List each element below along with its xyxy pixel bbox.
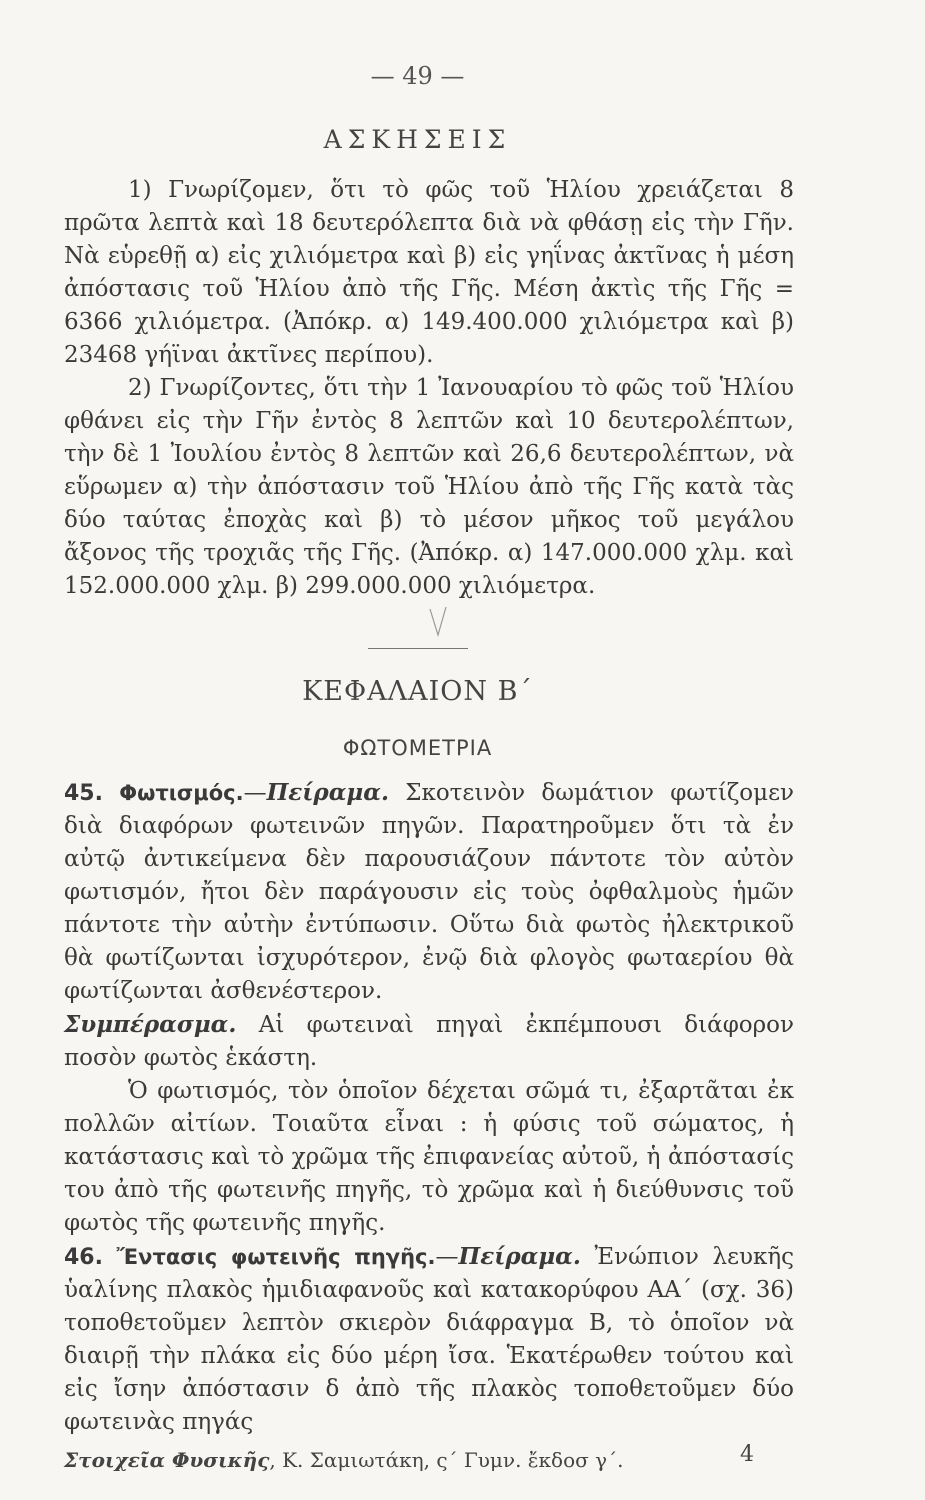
section-45-title: Φωτισμός.: [119, 781, 244, 805]
exercises-block: [64, 174, 794, 603]
section-46-dash: —: [435, 1244, 459, 1270]
section-45-paragraph: [64, 776, 794, 1008]
section-46-experiment-text: Ἐνώπιον λευκῆς ὑαλίνης πλακὸς ἡμιδιαφανοῦς καὶ κατακορύφου ΑΑ΄ (σχ. 36) τοποθετοῦμεν λεπτὸν σκιερὸν διάφραγμα Β, τὸ ὁποῖον νὰ διαιρῇ τὴν πλάκα εἰς δύο μέρη ἴσα. Ἑκατέρωθεν τούτου καὶ εἰς ἴσην ἀπόστασιν δ ἀπὸ τῆς πλακὸς τοποθετοῦμεν δύο φωτεινὰς πηγάς: [64, 1244, 795, 1435]
section-45-paragraph-3: Ὁ φωτισμός, τὸν ὁποῖον δέχεται σῶμά τι, ἐξαρτᾶται ἐκ πολλῶν αἰτίων. Τοιαῦτα εἶναι : ἡ φύσις τοῦ σώματος, ἡ κατάστασις καὶ τὸ χρῶμα τῆς ἐπιφανείας αὐτοῦ, ἡ ἀπόστασίς του ἀπὸ τῆς φωτεινῆς πηγῆς, τὸ χρῶμα καὶ ἡ διεύθυνσις τοῦ φωτὸς τῆς φωτεινῆς πηγῆς.: [64, 1078, 794, 1236]
exercise-2: 2) Γνωρίζοντες, ὅτι τὴν 1 Ἰανουαρίου τὸ φῶς τοῦ Ἡλίου φθάνει εἰς τὴν Γῆν ἐντὸς 8 λεπτῶν καὶ 10 δευτερολέπτων, τὴν δὲ 1 Ἰουλίου ἐντὸς 8 λεπτῶν καὶ 26,6 δευτερολέπτων, νὰ εὕρωμεν α) τὴν ἀπόστασιν τοῦ Ἡλίου ἀπὸ τῆς Γῆς κατὰ τὰς δύο ταύτας ἐποχὰς καὶ β) τὸ μέσον μῆκος τοῦ μεγάλου ἄξονος τῆς τροχιᾶς τῆς Γῆς. (Ἀπόκρ. α) 147.000.000 χλμ. καὶ 152.000.000 χλμ. β) 299.000.000 χιλιόμετρα.: [64, 375, 794, 599]
chapter-subtitle: ΦΩΤΟΜΕΤΡΙΑ: [342, 736, 493, 760]
section-46-paragraph: [64, 1240, 794, 1439]
section-45-conclusion-label: Συμπέρασμα.: [64, 1011, 237, 1038]
chapter-body: [64, 776, 794, 1439]
page-footer: [64, 1442, 794, 1472]
section-45-dash: —: [243, 780, 267, 806]
page-number: — 49 —: [370, 62, 465, 90]
chapter-title: ΚΕΦΑΛΑΙΟΝ Β΄: [302, 676, 533, 707]
footer-book-title: Στοιχεῖα Φυσικῆς: [64, 1448, 270, 1472]
section-46-title: Ἔντασις φωτεινῆς πηγῆς.: [116, 1245, 436, 1269]
section-divider: [368, 648, 468, 649]
pencil-check-mark: [428, 605, 448, 641]
section-46-number: 46.: [64, 1245, 103, 1270]
section-46-experiment-label: Πείραμα.: [458, 1243, 581, 1270]
section-45-experiment-label: Πείραμα.: [266, 779, 389, 806]
exercise-1: 1) Γνωρίζομεν, ὅτι τὸ φῶς τοῦ Ἡλίου χρειάζεται 8 πρῶτα λεπτὰ καὶ 18 δευτερόλεπτα διὰ νὰ φθάσῃ εἰς τὴν Γῆν. Νὰ εὑρεθῇ α) εἰς χιλιόμετρα καὶ β) εἰς γηΐνας ἀκτῖνας ἡ μέση ἀπόστασις τοῦ Ἡλίου ἀπὸ τῆς Γῆς. Μέση ἀκτὶς τῆς Γῆς = 6366 χιλιόμετρα. (Ἀπόκρ. α) 149.400.000 χιλιόμετρα καὶ β) 23468 γήϊναι ἀκτῖνες περίπου).: [64, 177, 794, 368]
section-45-number: 45.: [64, 781, 103, 806]
section-45-experiment-text: Σκοτεινὸν δωμάτιον φωτίζομεν διὰ διαφόρων φωτεινῶν πηγῶν. Παρατηροῦμεν ὅτι τὰ ἐν αὐτῷ ἀντικείμενα δὲν παρουσιάζουν πάντοτε τὸν αὐτὸν φωτισμόν, ἤτοι δὲν παράγουσιν εἰς τοὺς ὀφθαλμοὺς ἡμῶν πάντοτε τὴν αὐτὴν ἐντύπωσιν. Οὕτω διὰ φωτὸς ἠλεκτρικοῦ θὰ φωτίζωνται ἰσχυρότερον, ἐνῷ διὰ φλογὸς φωταερίου θὰ φωτίζωνται ἀσθενέστερον.: [64, 780, 794, 1004]
footer-author-edition: , Κ. Σαμιωτάκη, ς΄ Γυμν. ἔκδοσ γ΄.: [269, 1448, 624, 1472]
section-45-conclusion: [64, 1008, 794, 1075]
exercises-heading: ΑΣΚΗΣΕΙΣ: [323, 125, 512, 154]
footer-sheet-number: 4: [740, 1442, 754, 1467]
section-45-conclusion-text: Αἱ φωτειναὶ πηγαὶ ἐκπέμπουσι διάφορον ποσὸν φωτὸς ἑκάστη.: [64, 1012, 794, 1071]
